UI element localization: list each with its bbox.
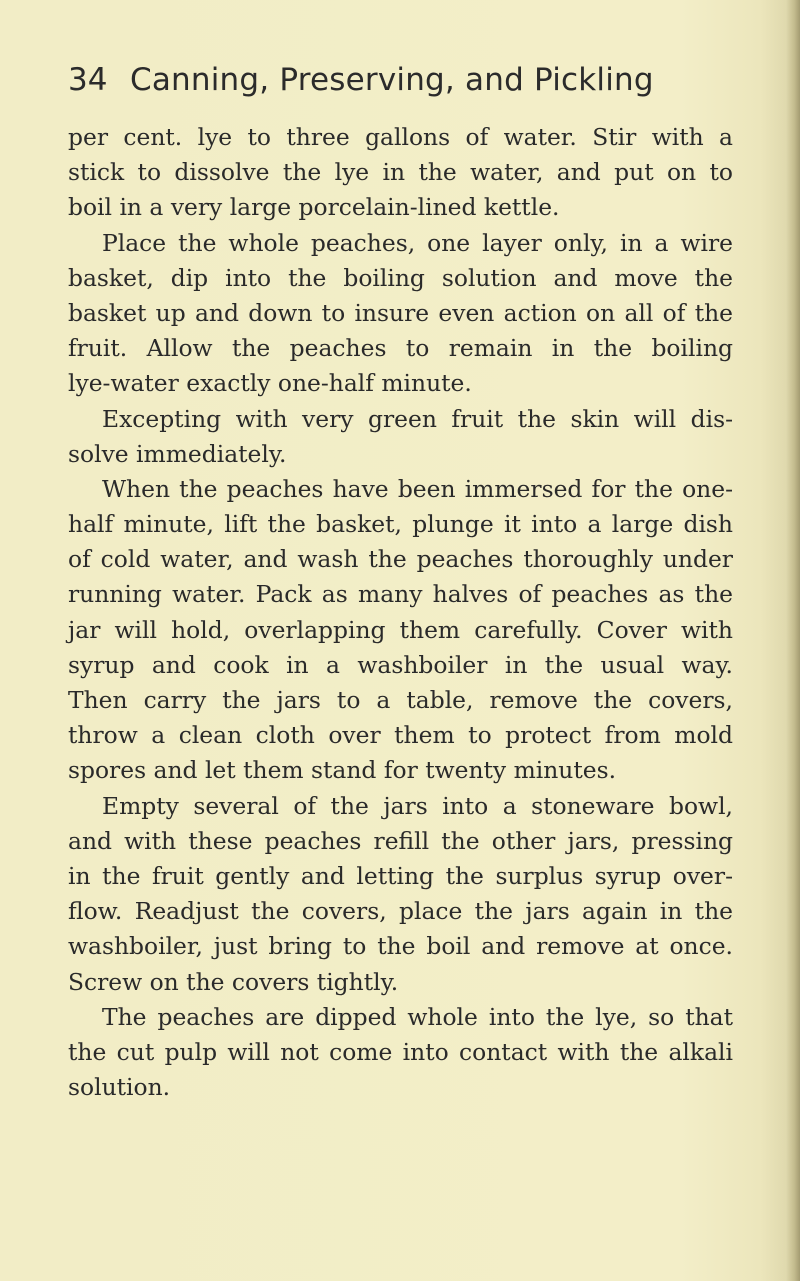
text-line: per cent. lye to three gallons of water. Stir with a bbox=[68, 123, 733, 151]
text-line: boil in a very large porcelain-lined kettle. bbox=[68, 193, 560, 222]
text-line: solution. bbox=[68, 1073, 171, 1102]
text-line: and with these peaches refill the other jars, pressing bbox=[68, 826, 733, 855]
body-text bbox=[68, 120, 733, 1105]
text-line: half minute, lift the basket, plunge it into a large dish bbox=[68, 510, 733, 539]
text-line: syrup and cook in a washboiler in the usual way. bbox=[68, 650, 733, 679]
text-line: of cold water, and wash the peaches thoroughly under bbox=[68, 545, 733, 574]
text-line: flow. Readjust the covers, place the jars again in the bbox=[68, 897, 733, 926]
text-line: running water. Pack as many halves of peaches as the bbox=[68, 580, 733, 609]
text-line: stick to dissolve the lye in the water, and put on to bbox=[68, 158, 733, 187]
text-line: throw a clean cloth over them to protect from mold bbox=[68, 721, 733, 750]
text-line: washboiler, just bring to the boil and remove at once. bbox=[68, 932, 733, 961]
page-number: 34 bbox=[68, 62, 108, 98]
text-line: Empty several of the jars into a stoneware bowl, bbox=[102, 791, 733, 820]
text-line: basket up and down to insure even action on all of the bbox=[68, 298, 733, 327]
text-line: Screw on the covers tightly. bbox=[68, 967, 399, 996]
text-line: in the fruit gently and letting the surplus syrup over- bbox=[68, 861, 733, 890]
text-line: lye-water exactly one-half minute. bbox=[68, 369, 472, 398]
text-line: fruit. Allow the peaches to remain in the boiling bbox=[68, 334, 733, 363]
text-line: Excepting with very green fruit the skin will dis- bbox=[102, 404, 733, 433]
text-line: The peaches are dipped whole into the lye, so that bbox=[102, 1002, 733, 1031]
text-line: basket, dip into the boiling solution and move the bbox=[68, 263, 733, 292]
text-line: Then carry the jars to a table, remove the covers, bbox=[68, 686, 733, 714]
text-line: jar will hold, overlapping them carefully. Cover with bbox=[68, 615, 733, 644]
text-line: Place the whole peaches, one layer only, in a wire bbox=[102, 228, 733, 257]
text-line: When the peaches have been immersed for the one- bbox=[102, 474, 733, 503]
page-title: Canning, Preserving, and Pickling bbox=[130, 62, 654, 98]
page-edge-shadow bbox=[786, 0, 800, 1281]
running-head bbox=[68, 58, 748, 102]
text-line: spores and let them stand for twenty minutes. bbox=[68, 756, 617, 785]
text-line: the cut pulp will not come into contact with the alkali bbox=[68, 1037, 733, 1066]
text-line: solve immediately. bbox=[68, 439, 287, 468]
